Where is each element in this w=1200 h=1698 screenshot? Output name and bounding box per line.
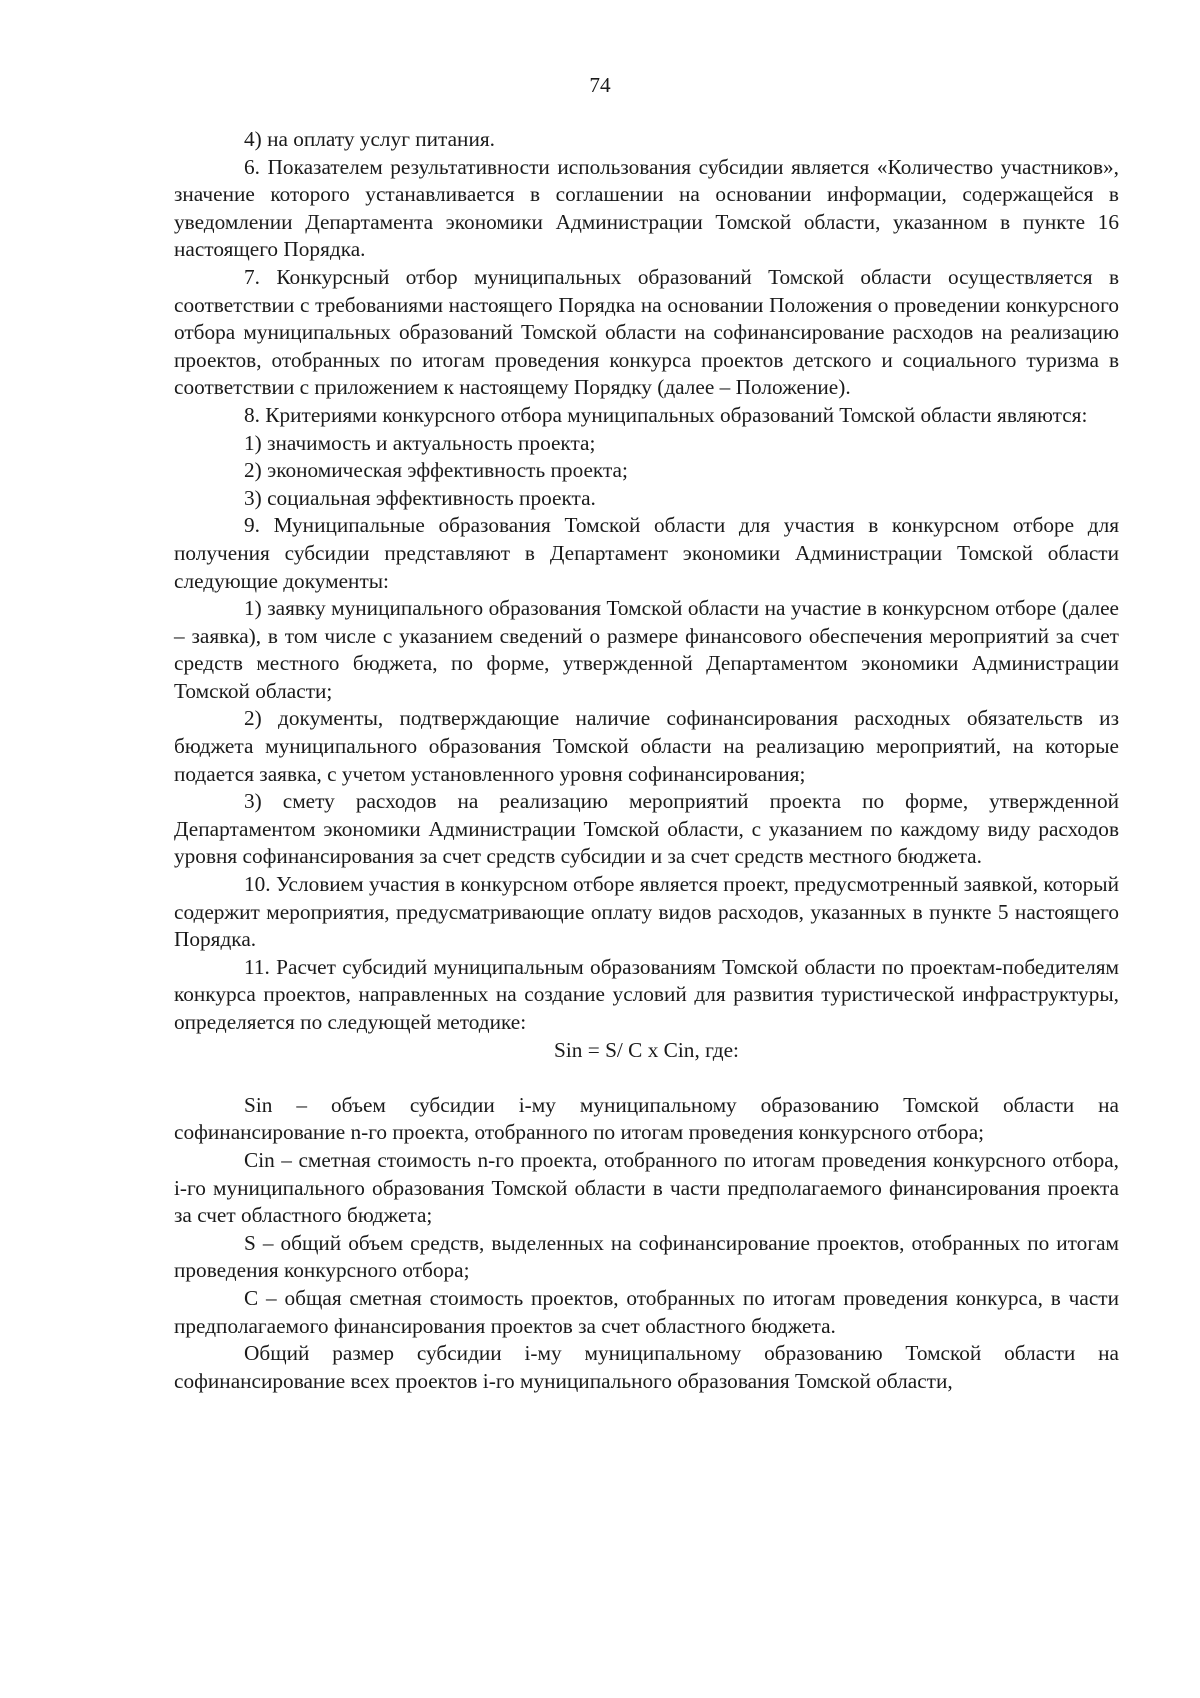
criteria-item-1: 1) значимость и актуальность проекта; (244, 430, 596, 455)
documents-item-2: 2) документы, подтверждающие наличие софинансирования расходных обязательств из бюджета муниципального образования Томской области на реализацию мероприятий, на которые подается заявка, с учетом установленного уровня софинансирования; (174, 706, 1119, 786)
paragraph-clause-7: 7. Конкурсный отбор муниципальных образований Томской области осуществляется в соответствии с требованиями настоящего Порядка на основании Положения о проведении конкурсного отбора муниципальных образований Томской области на софинансирование расходов на реализацию проектов, отобранных по итогам проведения конкурса проектов детского и социального туризма в соответствии с приложением к настоящему Порядку (далее – Положение). (174, 264, 1119, 400)
document-body (174, 126, 1119, 1395)
documents-item-3: 3) смету расходов на реализацию мероприятий проекта по форме, утвержденной Департаментом экономики Администрации Томской области, с указанием по каждому виду расходов уровня софинансирования за счет средств субсидии и за счет средств местного бюджета. (174, 789, 1119, 869)
criteria-item-2: 2) экономическая эффективность проекта; (244, 458, 628, 483)
definition-cin: Cin – сметная стоимость n-го проекта, отобранного по итогам проведения конкурсного отбора, i-го муниципального образования Томской области в части предполагаемого финансирования проекта за счет областного бюджета; (174, 1147, 1119, 1228)
paragraph-item-4-food: 4) на оплату услуг питания. (244, 127, 495, 151)
paragraph-total-subsidy: Общий размер субсидии i-му муниципальному образованию Томской области на софинансирование всех проектов i-го муниципального образования Томской области, (174, 1341, 1119, 1393)
paragraph-clause-9: 9. Муниципальные образования Томской области для участия в конкурсном отборе для получения субсидии представляют в Департамент экономики Администрации Томской области следующие документы: (174, 513, 1119, 593)
definition-sin: Sin – объем субсидии i-му муниципальному образованию Томской области на софинансирование n-го проекта, отобранного по итогам проведения конкурсного отбора; (174, 1092, 1119, 1145)
paragraph-clause-10: 10. Условием участия в конкурсном отборе является проект, предусмотренный заявкой, который содержит мероприятия, предусматривающие оплату видов расходов, указанных в пункте 5 настоящего Порядка. (174, 872, 1119, 952)
paragraph-clause-11: 11. Расчет субсидий муниципальным образованиям Томской области по проектам-победителям конкурса проектов, направленных на создание условий для развития туристической инфраструктуры, определяется по следующей методике: (174, 954, 1119, 1034)
criteria-item-3: 3) социальная эффективность проекта. (244, 485, 596, 510)
documents-item-1: 1) заявку муниципального образования Томской области на участие в конкурсном отборе (далее – заявка), в том числе с указанием сведений о размере финансового обеспечения мероприятий за счет средств местного бюджета, по форме, утвержденной Департаментом экономики Администрации Томской области; (174, 596, 1119, 703)
subsidy-formula: Sin = S/ C x Cin, где: (554, 1037, 739, 1062)
definition-s: S – общий объем средств, выделенных на софинансирование проектов, отобранных по итогам проведения конкурсного отбора; (174, 1230, 1119, 1283)
definition-c: C – общая сметная стоимость проектов, отобранных по итогам проведения конкурса, в части предполагаемого финансирования проектов за счет областного бюджета. (174, 1285, 1119, 1338)
page-number: 74 (589, 73, 611, 97)
paragraph-clause-8: 8. Критериями конкурсного отбора муниципальных образований Томской области являются: (244, 402, 1088, 427)
paragraph-clause-6: 6. Показателем результативности использования субсидии является «Количество участников», значение которого устанавливается в соглашении на основании информации, содержащейся в уведомлении Департамента экономики Администрации Томской области, указанном в пункте 16 настоящего Порядка. (174, 154, 1119, 262)
